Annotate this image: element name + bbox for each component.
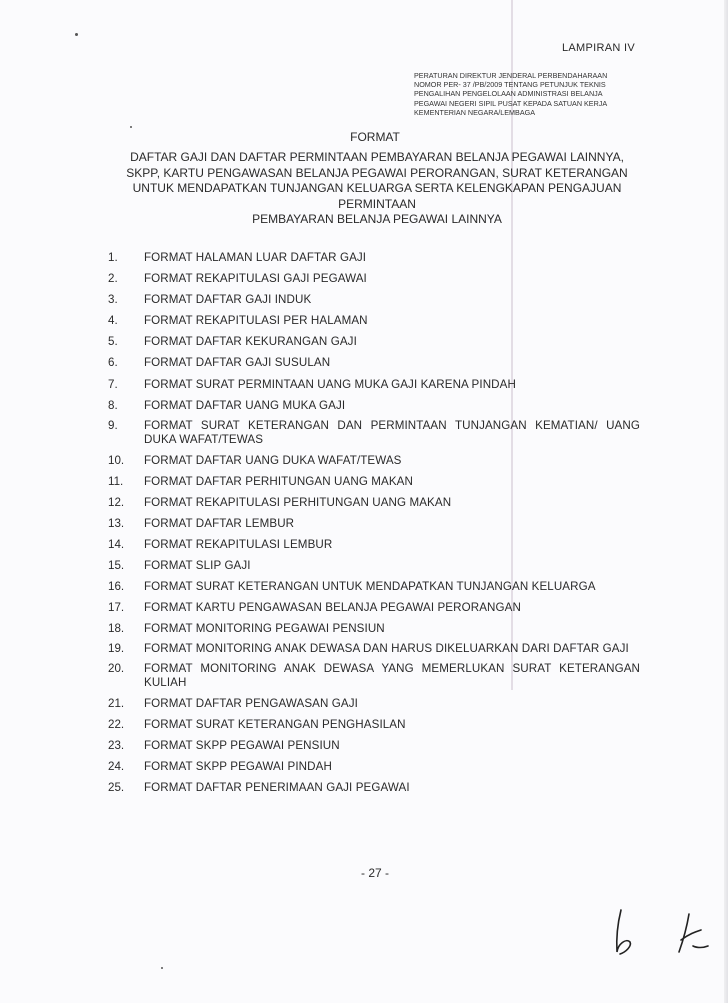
item-number: 25. <box>108 781 125 795</box>
item-number: 8. <box>108 398 118 412</box>
list-item <box>108 355 640 370</box>
list-item <box>108 495 640 510</box>
list-item <box>108 738 640 753</box>
item-text: FORMAT SURAT KETERANGAN DAN PERMINTAAN TUNJANGAN KEMATIAN/ UANG DUKA WAFAT/TEWAS <box>144 418 640 446</box>
list-item <box>108 474 640 489</box>
list-item <box>108 780 640 795</box>
regulation-line: NOMOR PER- 37 /PB/2009 TENTANG PETUNJUK TEKNIS <box>414 80 606 90</box>
item-text: FORMAT SKPP PEGAWAI PINDAH <box>144 760 332 774</box>
list-item <box>108 453 640 468</box>
regulation-line: PENGALIHAN PENGELOLAAN ADMINISTRASI BELANJA <box>414 89 603 99</box>
item-number: 3. <box>108 293 118 307</box>
item-text: FORMAT SKPP PEGAWAI PENSIUN <box>144 739 340 753</box>
item-text: FORMAT MONITORING PEGAWAI PENSIUN <box>144 622 385 636</box>
item-number: 5. <box>108 335 118 349</box>
item-text: FORMAT REKAPITULASI GAJI PEGAWAI <box>144 272 367 286</box>
item-text: FORMAT SURAT KETERANGAN UNTUK MENDAPATKAN TUNJANGAN KELUARGA <box>144 580 596 594</box>
item-number: 19. <box>108 642 125 656</box>
item-text: FORMAT REKAPITULASI PERHITUNGAN UANG MAKAN <box>144 495 452 509</box>
list-item <box>108 696 640 711</box>
signature-paraf-icon <box>675 910 711 956</box>
list-item <box>108 642 640 656</box>
page-edge-shadow <box>724 0 728 1003</box>
item-number: 1. <box>108 251 118 264</box>
item-number: 16. <box>108 580 125 594</box>
list-item <box>108 537 640 552</box>
scan-speck <box>161 967 163 969</box>
item-number: 11. <box>108 474 124 488</box>
item-number: 20. <box>108 662 125 676</box>
item-text: FORMAT SURAT KETERANGAN PENGHASILAN <box>144 718 406 732</box>
item-text: FORMAT DAFTAR PENGAWASAN GAJI <box>144 696 358 710</box>
item-number: 17. <box>108 601 125 615</box>
item-text: FORMAT DAFTAR PENERIMAAN GAJI PEGAWAI <box>144 781 410 795</box>
document-subtitle <box>110 150 644 228</box>
list-item <box>108 250 640 265</box>
subtitle-line: PEMBAYARAN BELANJA PEGAWAI LAINNYA <box>252 212 502 226</box>
item-text: FORMAT DAFTAR GAJI SUSULAN <box>144 356 331 370</box>
list-item <box>108 398 640 413</box>
item-number: 4. <box>108 314 118 328</box>
item-text: FORMAT DAFTAR KEKURANGAN GAJI <box>144 335 357 349</box>
list-item <box>108 600 640 615</box>
item-number: 24. <box>108 760 125 774</box>
item-text: FORMAT KARTU PENGAWASAN BELANJA PEGAWAI PERORANGAN <box>144 601 521 615</box>
item-text: FORMAT REKAPITULASI PER HALAMAN <box>144 314 368 328</box>
scan-speck <box>130 126 132 128</box>
item-number: 22. <box>108 718 125 732</box>
list-item <box>108 717 640 732</box>
item-number: 18. <box>108 622 125 636</box>
item-number: 15. <box>108 559 125 573</box>
item-text: FORMAT REKAPITULASI LEMBUR <box>144 537 333 551</box>
list-item <box>108 759 640 774</box>
subtitle-line: UNTUK MENDAPATKAN TUNJANGAN KELUARGA SERTA KELENGKAPAN PENGAJUAN <box>132 181 622 195</box>
list-item <box>108 377 640 392</box>
item-text: FORMAT DAFTAR UANG MUKA GAJI <box>144 398 346 412</box>
scan-speck <box>75 33 78 36</box>
item-number: 21. <box>108 696 125 710</box>
item-text: FORMAT DAFTAR UANG DUKA WAFAT/TEWAS <box>144 453 402 467</box>
item-number: 2. <box>108 272 118 286</box>
regulation-line: KEMENTERIAN NEGARA/LEMBAGA <box>414 107 536 117</box>
list-item <box>108 662 640 690</box>
item-number: 6. <box>108 356 118 370</box>
format-list <box>108 250 640 801</box>
list-item <box>108 313 640 328</box>
page-number: - 27 - <box>360 866 389 880</box>
list-item <box>108 579 640 594</box>
item-number: 10. <box>108 453 125 467</box>
item-number: 14. <box>108 537 125 551</box>
item-number: 12. <box>108 495 125 509</box>
regulation-line: PERATURAN DIREKTUR JENDERAL PERBENDAHARAAN <box>414 71 608 80</box>
item-text: FORMAT DAFTAR LEMBUR <box>144 516 295 530</box>
item-text: FORMAT MONITORING ANAK DEWASA YANG MEMERLUKAN SURAT KETERANGAN KULIAH <box>144 662 640 690</box>
regulation-reference <box>414 71 640 117</box>
list-item <box>108 334 640 349</box>
list-item <box>108 558 640 573</box>
item-text: FORMAT SURAT PERMINTAAN UANG MUKA GAJI KARENA PINDAH <box>144 377 516 391</box>
item-number: 13. <box>108 516 125 530</box>
subtitle-line: PERMINTAAN <box>338 196 416 211</box>
item-number: 9. <box>108 418 118 432</box>
item-text: FORMAT DAFTAR GAJI INDUK <box>144 293 312 307</box>
list-item <box>108 516 640 531</box>
item-number: 23. <box>108 739 125 753</box>
format-heading: FORMAT <box>350 130 400 144</box>
signature-initial-icon <box>612 908 640 958</box>
item-text: FORMAT HALAMAN LUAR DAFTAR GAJI <box>144 251 367 264</box>
item-text: FORMAT DAFTAR PERHITUNGAN UANG MAKAN <box>144 474 413 488</box>
subtitle-line: SKPP, KARTU PENGAWASAN BELANJA PEGAWAI PERORANGAN, SURAT KETERANGAN <box>126 165 628 180</box>
subtitle-line: DAFTAR GAJI DAN DAFTAR PERMINTAAN PEMBAYARAN BELANJA PEGAWAI LAINNYA, <box>130 150 624 164</box>
item-number: 7. <box>108 377 118 391</box>
list-item <box>108 419 640 447</box>
list-item <box>108 271 640 286</box>
item-text: FORMAT SLIP GAJI <box>144 559 251 573</box>
list-item <box>108 621 640 636</box>
regulation-line: PEGAWAI NEGERI SIPIL PUSAT KEPADA SATUAN KERJA <box>414 98 608 108</box>
list-item <box>108 292 640 307</box>
lampiran-title: LAMPIRAN IV <box>562 42 635 54</box>
item-text: FORMAT MONITORING ANAK DEWASA DAN HARUS DIKELUARKAN DARI DAFTAR GAJI <box>144 642 629 656</box>
